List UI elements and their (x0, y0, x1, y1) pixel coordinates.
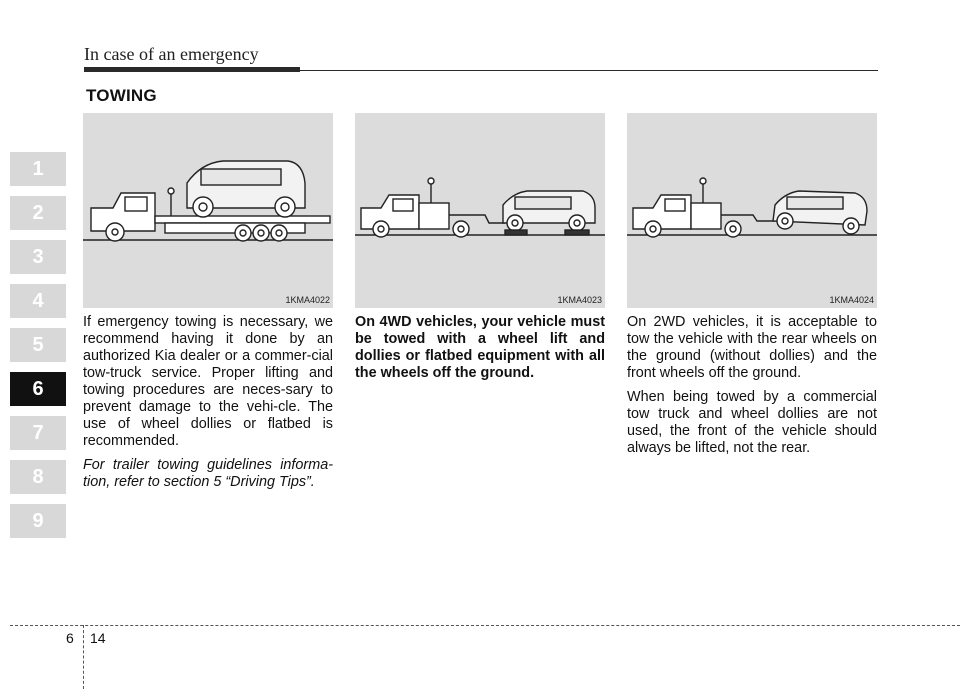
chapter-tabs (10, 152, 66, 548)
paragraph: If emergency towing is necessary, we recommend having it done by an authorized Kia dealer or a commer-cial tow-truck service. Proper lifting and towing procedures are neces-sary to prevent damage to the vehi-cle. The use of wheel dollies or flatbed is recommended. (83, 314, 333, 449)
chapter-tab-7[interactable]: 7 (10, 416, 66, 450)
flatbed-truck-illustration-icon (83, 113, 333, 308)
chapter-tab-9[interactable]: 9 (10, 504, 66, 538)
footer-rule (10, 625, 960, 626)
header-rule (300, 70, 878, 71)
wheel-lift-dollies-illustration-icon (355, 113, 605, 308)
figure-flatbed (83, 113, 333, 308)
header-bar (84, 67, 300, 72)
figure-wheel-lift-front (627, 113, 877, 308)
text-column-3 (627, 314, 877, 464)
figure-wheel-lift-dollies (355, 113, 605, 308)
section-title: TOWING (86, 86, 157, 105)
chapter-tab-8[interactable]: 8 (10, 460, 66, 494)
text-column-1 (83, 314, 333, 498)
figure-caption: 1KMA4024 (829, 295, 874, 305)
chapter-tab-1[interactable]: 1 (10, 152, 66, 186)
text-column-2 (355, 314, 605, 389)
paragraph: On 2WD vehicles, it is acceptable to tow the vehicle with the rear wheels on the ground (without dollies) and the front wheels off the ground. (627, 314, 877, 381)
paragraph-note: For trailer towing guidelines informa-tion, refer to section 5 “Driving Tips”. (83, 457, 333, 490)
chapter-tab-2[interactable]: 2 (10, 196, 66, 230)
chapter-tab-4[interactable]: 4 (10, 284, 66, 318)
chapter-tab-6[interactable]: 6 (10, 372, 66, 406)
paragraph-bold: On 4WD vehicles, your vehicle must be towed with a wheel lift and dollies or flatbed equipment with all the wheels off the ground. (355, 314, 605, 381)
chapter-tab-3[interactable]: 3 (10, 240, 66, 274)
footer-divider (83, 625, 84, 689)
page-chapter: 6 (66, 630, 74, 646)
figure-caption: 1KMA4022 (285, 295, 330, 305)
figure-caption: 1KMA4023 (557, 295, 602, 305)
header-title: In case of an emergency (84, 44, 259, 64)
wheel-lift-front-raised-illustration-icon (627, 113, 877, 308)
chapter-tab-5[interactable]: 5 (10, 328, 66, 362)
page-number: 14 (90, 630, 106, 646)
paragraph: When being towed by a commercial tow truck and wheel dollies are not used, the front of the vehicle should always be lifted, not the rear. (627, 389, 877, 456)
